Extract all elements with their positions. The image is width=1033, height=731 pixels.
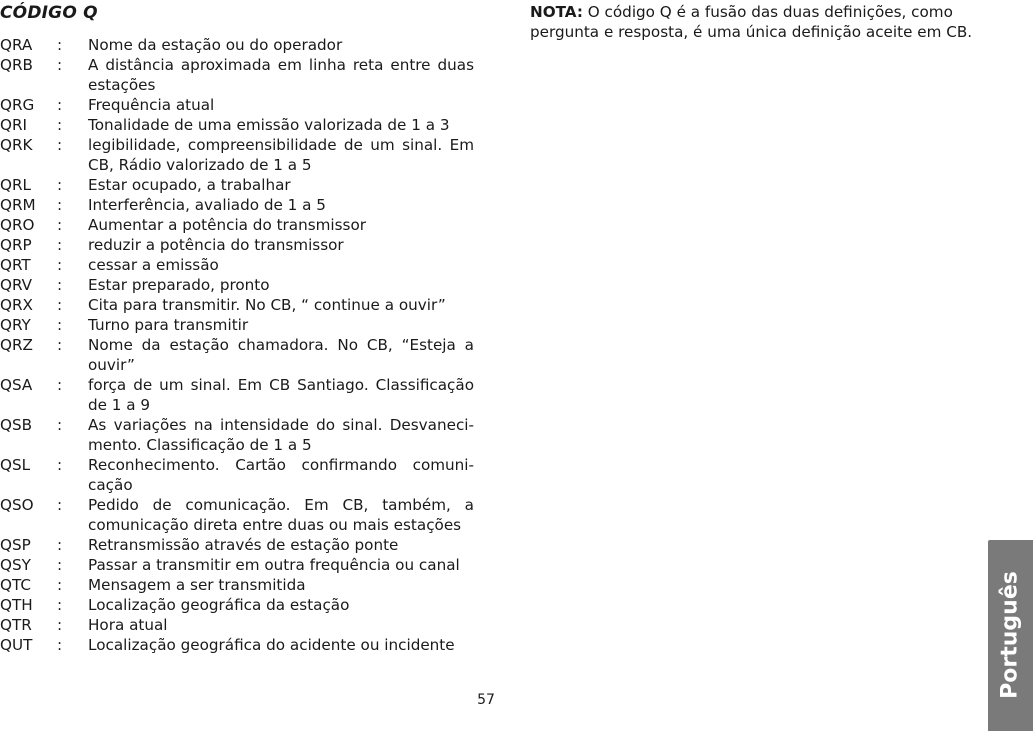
q-code-separator: : (57, 136, 63, 154)
q-code-definition: Aumentar a potência do transmissor (88, 216, 366, 234)
q-code-row (0, 575, 474, 595)
q-code: QSO (0, 496, 34, 514)
q-code-definition: Interferência, avaliado de 1 a 5 (88, 196, 326, 214)
q-code-row (0, 375, 474, 415)
q-code-definition: Reconhecimento. Cartão confirmando comuni-cação (88, 456, 474, 494)
q-code-row (0, 275, 474, 295)
q-code-definition: legibilidade, compreensibilidade de um sinal. Em CB, Rádio valorizado de 1 a 5 (88, 136, 474, 174)
q-code-separator: : (57, 496, 63, 514)
page-number: 57 (477, 692, 495, 708)
q-code-row (0, 115, 474, 135)
q-code-separator: : (57, 36, 63, 54)
q-code-separator: : (57, 376, 63, 394)
q-code-definition: Frequência atual (88, 96, 215, 114)
q-code-definition: Nome da estação chamadora. No CB, “Esteja a ouvir” (88, 336, 474, 374)
q-code-separator: : (57, 176, 63, 194)
q-code-definition: As variações na intensidade do sinal. Desvaneci-mento. Classificação de 1 a 5 (88, 416, 474, 454)
q-code-separator: : (57, 116, 63, 134)
q-code: QTR (0, 616, 32, 634)
q-code-definition: Tonalidade de uma emissão valorizada de 1 a 3 (88, 116, 450, 134)
q-code-definition: Passar a transmitir em outra frequência ou canal (88, 556, 460, 574)
q-code-separator: : (57, 196, 63, 214)
q-code: QTH (0, 596, 33, 614)
q-code-row (0, 615, 474, 635)
q-code-definition: Hora atual (88, 616, 168, 634)
q-code-definition: Localização geográfica da estação (88, 596, 350, 614)
q-code-separator: : (57, 556, 63, 574)
q-code-separator: : (57, 616, 63, 634)
note-label: NOTA: (530, 3, 583, 21)
q-code: QRK (0, 136, 33, 154)
q-code: QRZ (0, 336, 33, 354)
page-title: CÓDIGO Q (0, 3, 98, 23)
q-code-row (0, 495, 474, 535)
q-code-row (0, 135, 474, 175)
q-code: QSP (0, 536, 31, 554)
language-tab (988, 540, 1033, 731)
q-code-definition: Estar ocupado, a trabalhar (88, 176, 291, 194)
q-code-separator: : (57, 416, 63, 434)
q-code: QRG (0, 96, 35, 114)
q-code-definition: Cita para transmitir. No CB, “ continue a ouvir” (88, 296, 446, 314)
q-code-separator: : (57, 576, 63, 594)
q-code-row (0, 455, 474, 495)
q-code-separator: : (57, 536, 63, 554)
q-code: QRX (0, 296, 33, 314)
q-code-definition: Mensagem a ser transmitida (88, 576, 306, 594)
q-code-row (0, 555, 474, 575)
q-code: QRY (0, 316, 31, 334)
q-code: QSL (0, 456, 31, 474)
q-code: QSA (0, 376, 33, 394)
q-code: QRT (0, 256, 31, 274)
q-code: QRM (0, 196, 36, 214)
q-code-definition: Turno para transmitir (88, 316, 249, 334)
q-code: QRV (0, 276, 33, 294)
q-code-row (0, 175, 474, 195)
q-code-separator: : (57, 56, 63, 74)
q-code-separator: : (57, 96, 63, 114)
q-code-row (0, 255, 474, 275)
q-code-separator: : (57, 296, 63, 314)
q-code-definition: reduzir a potência do transmissor (88, 236, 344, 254)
q-code: QSB (0, 416, 33, 434)
q-code-row (0, 195, 474, 215)
q-code-definition: Retransmissão através de estação ponte (88, 536, 399, 554)
q-code: QRL (0, 176, 31, 194)
note-paragraph (530, 2, 976, 42)
q-code: QRA (0, 36, 33, 54)
q-code-row (0, 235, 474, 255)
q-code: QRO (0, 216, 35, 234)
q-code-row (0, 55, 474, 95)
q-code-separator: : (57, 316, 63, 334)
q-code-separator: : (57, 216, 63, 234)
q-code-separator: : (57, 636, 63, 654)
q-code-row (0, 295, 474, 315)
language-tab-label: Português (997, 571, 1023, 699)
q-code-separator: : (57, 596, 63, 614)
q-code-row (0, 535, 474, 555)
q-code-separator: : (57, 336, 63, 354)
q-code: QRI (0, 116, 27, 134)
q-code: QRP (0, 236, 32, 254)
note-text: O código Q é a fusão das duas definições, como pergunta e resposta, é uma única definição aceite em CB. (530, 3, 973, 41)
q-code-definition: cessar a emissão (88, 256, 219, 274)
q-code: QRB (0, 56, 33, 74)
q-code: QUT (0, 636, 33, 654)
q-code-row (0, 415, 474, 455)
q-code-row (0, 35, 474, 55)
q-code-row (0, 335, 474, 375)
q-code-separator: : (57, 276, 63, 294)
q-code-definition: Estar preparado, pronto (88, 276, 270, 294)
q-code-definition: Nome da estação ou do operador (88, 36, 343, 54)
q-code-separator: : (57, 456, 63, 474)
q-code-definition: A distância aproximada em linha reta entre duas estações (88, 56, 474, 94)
q-code-separator: : (57, 236, 63, 254)
q-code-list (0, 35, 474, 655)
q-code-row (0, 595, 474, 615)
q-code: QTC (0, 576, 31, 594)
q-code-separator: : (57, 256, 63, 274)
q-code-row (0, 635, 474, 655)
q-code-definition: Pedido de comunicação. Em CB, também, a comunicação direta entre duas ou mais estações (88, 496, 474, 534)
q-code-row (0, 315, 474, 335)
q-code-definition: Localização geográfica do acidente ou incidente (88, 636, 455, 654)
q-code-definition: força de um sinal. Em CB Santiago. Classificação de 1 a 9 (88, 376, 474, 414)
q-code: QSY (0, 556, 31, 574)
q-code-row (0, 95, 474, 115)
q-code-row (0, 215, 474, 235)
